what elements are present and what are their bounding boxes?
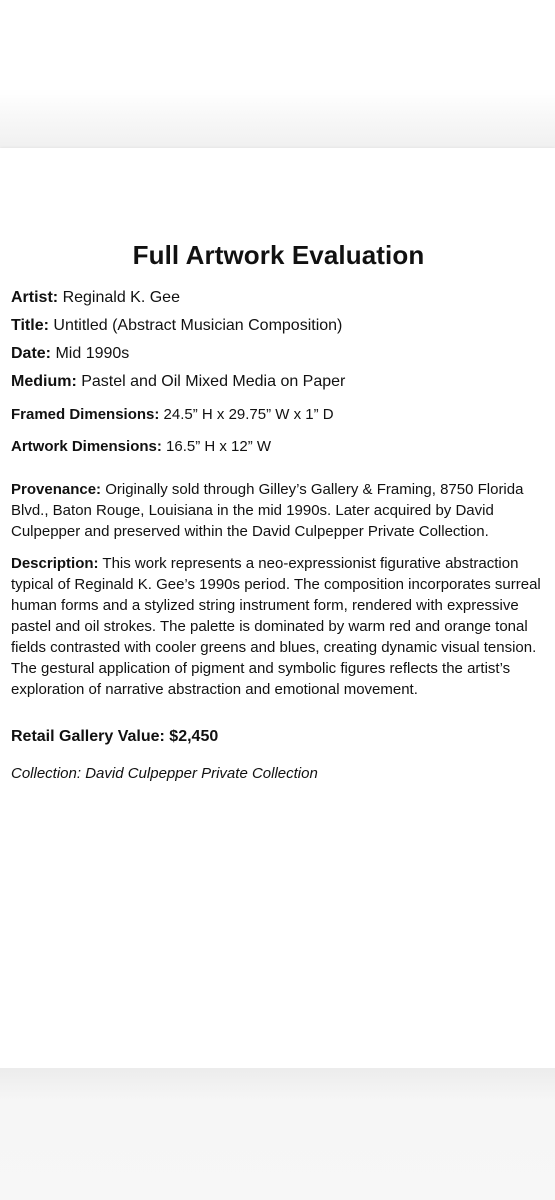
artwork-dimensions-value: 16.5” H x 12” W — [166, 438, 272, 455]
provenance-paragraph — [11, 479, 546, 542]
medium-field — [11, 372, 546, 392]
title-label: Title: — [11, 317, 49, 334]
document-page — [0, 148, 555, 1068]
page-title: Full Artwork Evaluation — [132, 240, 425, 270]
date-label: Date: — [11, 345, 52, 362]
artwork-dimensions-field — [11, 437, 546, 457]
provenance-text: Originally sold through Gilley’s Gallery & Framing, 8750 Florida Blvd., Baton Rouge, Louisiana in the mid 1990s. Later acquired by David Culpepper and preserved within the David Culpepper Private Collection. — [11, 481, 524, 540]
description-text: This work represents a neo-expressionist figurative abstraction typical of Reginald K. Gee’s 1990s period. The composition incorporates surreal human forms and a stylized string instrument form, rendered with expressive pastel and oil strokes. The palette is dominated by warm red and orange tonal fields contrasted with cooler greens and blues, creating dynamic visual tension. The gestural application of pigment and symbolic figures reflects the artist’s exploration of narrative abstraction and emotional movement. — [11, 555, 541, 698]
retail-gallery-value: Retail Gallery Value: $2,450 — [11, 728, 219, 745]
artist-field — [11, 288, 546, 308]
title-value: Untitled (Abstract Musician Composition) — [53, 317, 343, 334]
framed-dimensions-label: Framed Dimensions: — [11, 406, 160, 423]
date-value: Mid 1990s — [55, 345, 130, 362]
framed-dimensions-field — [11, 405, 546, 425]
date-field — [11, 344, 546, 364]
artist-label: Artist: — [11, 289, 59, 306]
artwork-dimensions-label: Artwork Dimensions: — [11, 438, 162, 455]
top-margin-area — [0, 0, 555, 148]
evaluation-content — [11, 240, 546, 784]
description-label: Description: — [11, 555, 99, 572]
provenance-label: Provenance: — [11, 481, 102, 498]
artist-value: Reginald K. Gee — [62, 289, 180, 306]
medium-value: Pastel and Oil Mixed Media on Paper — [81, 373, 346, 390]
medium-label: Medium: — [11, 373, 77, 390]
collection-note: Collection: David Culpepper Private Collection — [11, 765, 318, 782]
description-paragraph — [11, 553, 546, 700]
title-field — [11, 316, 546, 336]
bottom-margin-area — [0, 1068, 555, 1200]
framed-dimensions-value: 24.5” H x 29.75” W x 1” D — [163, 406, 334, 423]
